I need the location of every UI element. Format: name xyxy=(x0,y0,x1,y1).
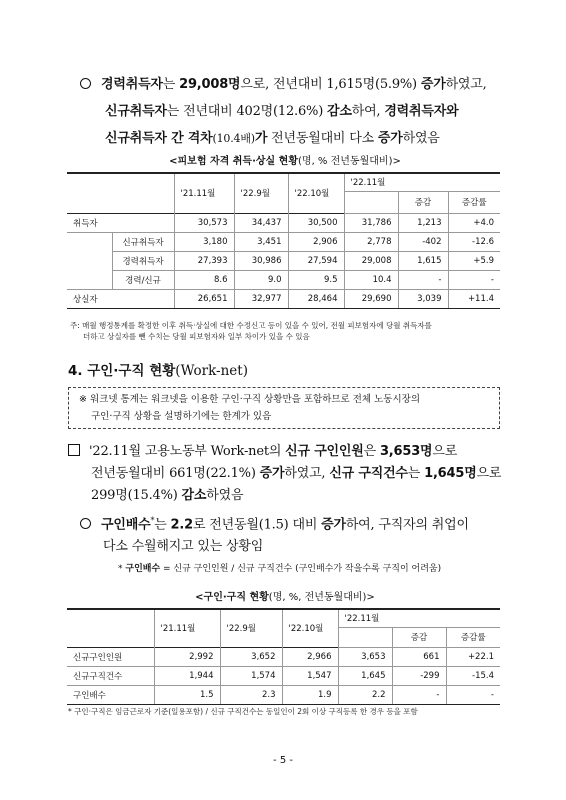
header-diff: 증감 xyxy=(398,191,448,213)
circle-bullet-icon xyxy=(80,518,91,529)
header-rate: 증감률 xyxy=(448,191,500,213)
table2-header-row xyxy=(67,609,500,627)
paragraph-experienced-hires xyxy=(80,74,550,150)
header-col: '22.10월 xyxy=(282,609,338,647)
table-row: 경력/신규 8.6 9.0 9.5 10.4 - - xyxy=(67,270,500,289)
paragraph-job-ratio: 구인배수*는 2.2로 전년동월(1.5) 대비 증가하여, 구직자의 취업이 다소 수월해지고 있는 상황임 xyxy=(80,510,550,558)
header-col: '22.10월 xyxy=(288,173,344,213)
table-row: 상실자 26,651 32,977 28,464 29,690 3,039 +11.4 xyxy=(67,289,500,308)
table-row: 신규취득자 3,180 3,451 2,906 2,778 -402 -12.6 xyxy=(67,232,500,251)
paragraph-worknet-summary: '22.11월 고용노동부 Work-net의 신규 구인인원은 3,653명으로 전년동월대비 661명(22.1%) 증가하였고, 신규 구직건수는 1,645명으로 299명(15.4%) 감소하였음 xyxy=(68,441,548,507)
header-col: '21.11월 xyxy=(154,609,220,647)
table-row: 구인배수 1.5 2.3 1.9 2.2 - - xyxy=(67,685,500,704)
table-row: 신규구직건수 1,944 1,574 1,547 1,645 -299 -15.4 xyxy=(67,666,500,685)
table-row: 신규구인인원 2,992 3,652 2,966 3,653 661 +22.1 xyxy=(67,647,500,666)
job-ratio-footnote: * 구인배수 = 신규 구인인원 / 신규 구직건수 (구인배수가 작을수록 구직이 어려움) xyxy=(118,564,442,574)
circle-bullet-icon xyxy=(80,78,91,89)
para1-line1: 경력취득자는 29,008명으로, 전년대비 1,615명(5.9%) 증가하였고, xyxy=(80,74,550,96)
header-col: '21.11월 xyxy=(174,173,234,213)
table2-caption: <구인·구직 현황(명, %, 전년동월대비)> xyxy=(195,592,375,603)
header-rate: 증감률 xyxy=(446,627,500,647)
table1-caption: <피보험 자격 취득·상실 현황(명, % 전년동월대비)> xyxy=(169,156,401,167)
notice-box: ※ 워크넷 통계는 워크넷을 이용한 구인·구직 상황만을 포함하므로 전체 노동시장의 구인·구직 상황을 설명하기에는 한계가 있음 xyxy=(68,387,500,429)
table2-note: * 구인·구직은 임금근로자 기준(일용포함) / 신규 구직건수는 동일인이 2회 이상 구직등록 한 경우 등을 포함 xyxy=(68,707,418,716)
page-number: - 5 - xyxy=(273,755,293,766)
section-heading: 4. 구인·구직 현황(Work-net) xyxy=(68,363,248,379)
header-diff: 증감 xyxy=(392,627,446,647)
table-insured-acquisition-loss xyxy=(67,172,500,309)
para1-line3: 신규취득자 간 격차(10.4배)가 전년동월대비 다소 증가하였음 xyxy=(105,131,440,146)
table-row: 경력취득자 27,393 30,986 27,594 29,008 1,615 +5.9 xyxy=(67,251,500,270)
para1-line2: 신규취득자는 전년대비 402명(12.6%) 감소하여, 경력취득자와 xyxy=(105,104,459,119)
header-col: '22.11월 xyxy=(338,609,500,627)
header-col: '22.9월 xyxy=(234,173,288,213)
square-bullet-icon xyxy=(68,444,80,456)
header-col: '22.11월 xyxy=(344,173,500,191)
header-col: '22.9월 xyxy=(220,609,282,647)
table-row: 취득자 30,573 34,437 30,500 31,786 1,213 +4.0 xyxy=(67,213,500,232)
table1-header-row xyxy=(67,173,500,191)
table1-note: 주: 매월 행정통계를 확정한 이후 취득·상실에 대한 수정신고 등이 있을 수 있어, 전월 피보험자에 당월 취득자를 더하고 상실자를 뺀 수치는 당월 피보험자와 일부 차이가 있을 수 있음 xyxy=(70,321,432,341)
table-job-offers-seekers xyxy=(67,608,500,705)
